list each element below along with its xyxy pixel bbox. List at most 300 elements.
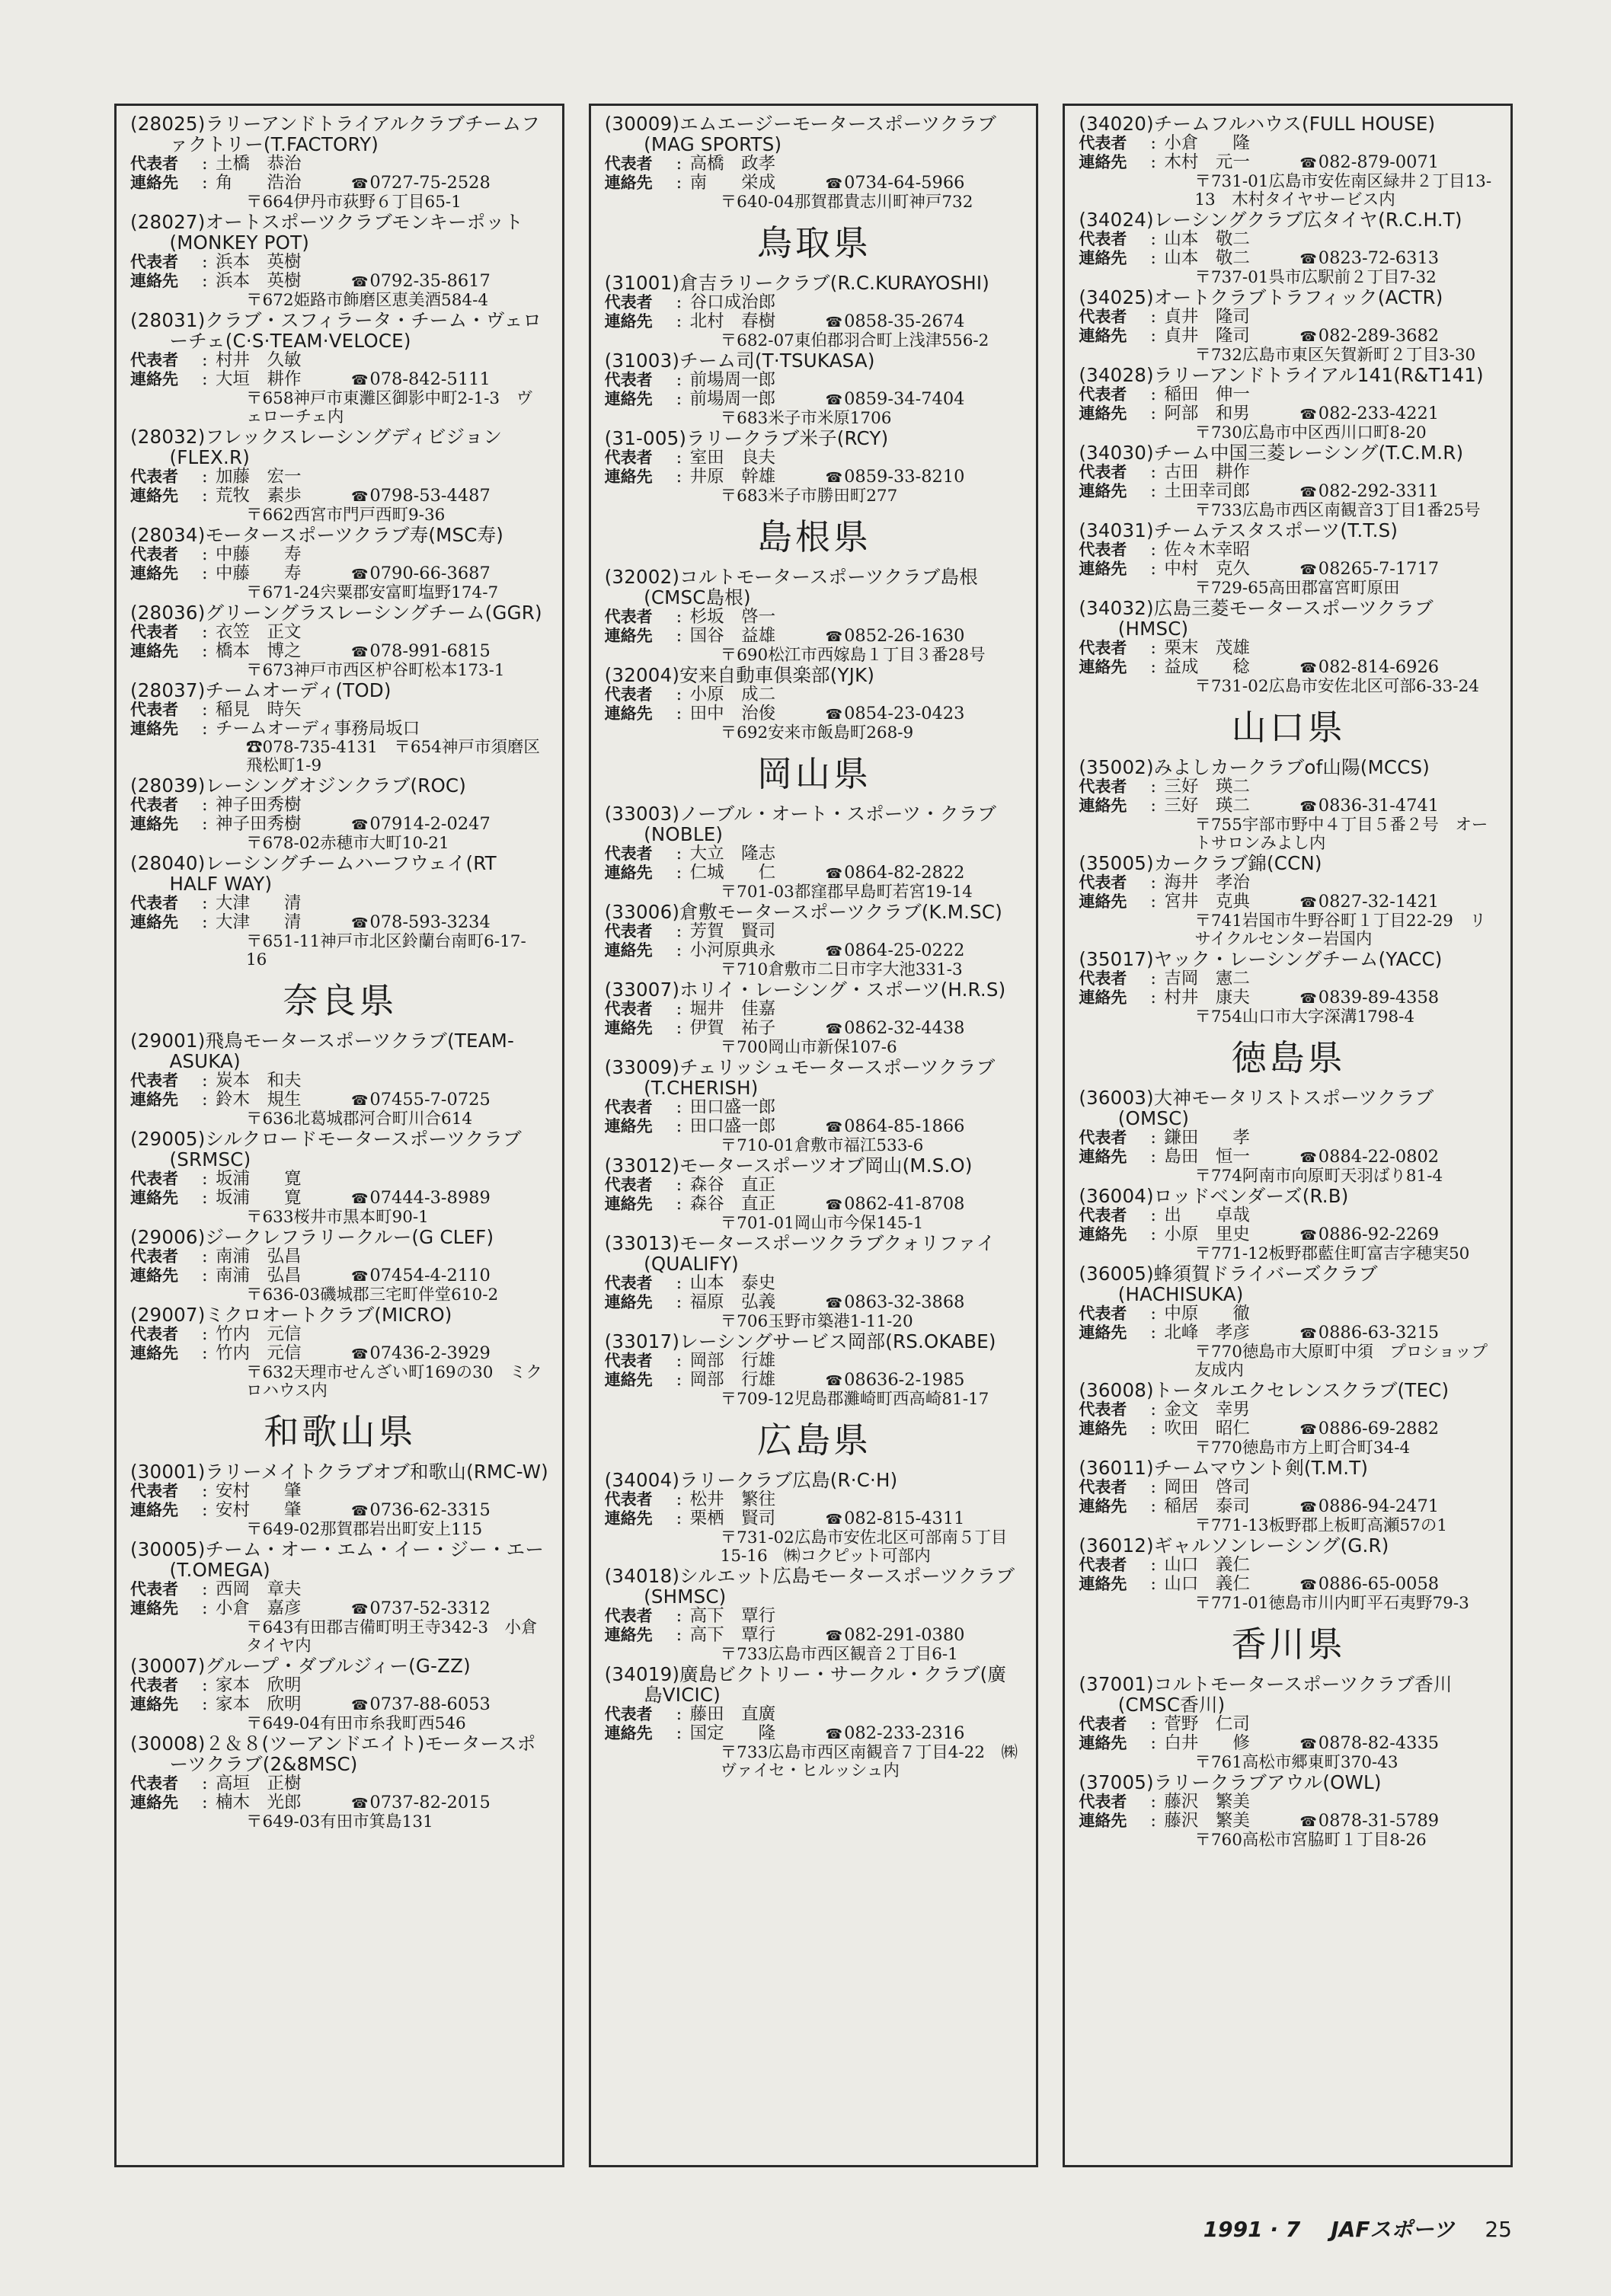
- contact-label: 連絡先: [604, 1509, 653, 1528]
- contact-label: 連絡先: [130, 720, 178, 738]
- address: 〒636北葛城郡河合町川合614: [246, 1110, 473, 1129]
- colon-separator: :: [676, 370, 682, 390]
- representative-label: 代表者: [604, 449, 653, 467]
- colon-separator: :: [676, 1351, 682, 1371]
- colon-separator: :: [202, 1500, 208, 1520]
- contact-line: [130, 1501, 550, 1521]
- prefecture-heading: 広島県: [757, 1419, 871, 1461]
- phone-number: ☎ 0854-23-0423: [826, 704, 965, 724]
- contact-line: [605, 1019, 1024, 1039]
- address: 〒771-01徳島市川内町平石夷野79-3: [1194, 1594, 1469, 1613]
- representative-label: 代表者: [1079, 308, 1127, 326]
- contact-label: 連絡先: [1079, 1148, 1127, 1166]
- representative-line: [605, 1098, 1024, 1117]
- colon-separator: :: [202, 271, 208, 291]
- contact-label: 連絡先: [1079, 1575, 1127, 1593]
- contact-name: 島田 恒一: [1164, 1147, 1250, 1167]
- representative-line: [130, 1247, 550, 1266]
- address: 〒770徳島市方上町合町34-4: [1194, 1439, 1411, 1458]
- colon-separator: :: [1150, 1304, 1156, 1324]
- club-name: (28036)グリーングラスレーシングチーム(GGR): [130, 602, 542, 624]
- club-entry: [1079, 365, 1498, 442]
- colon-separator: :: [676, 467, 682, 487]
- representative-label: 代表者: [1079, 134, 1127, 152]
- phone-number: ☎ 078-842-5111: [351, 370, 491, 390]
- club-name: (34032)広島三菱モータースポーツクラブ(HMSC): [1079, 597, 1434, 640]
- club-name: (30001)ラリーメイトクラブオブ和歌山(RMC-W): [130, 1461, 548, 1483]
- colon-separator: :: [1150, 1496, 1156, 1516]
- address: 〒731-02広島市安佐北区可部南５丁目15-16 ㈱コクピット可部内: [720, 1528, 1008, 1566]
- representative-name: 大立 隆志: [689, 844, 776, 864]
- representative-line: [605, 1705, 1024, 1724]
- representative-line: [605, 1000, 1024, 1019]
- representative-line: [1079, 778, 1498, 797]
- colon-separator: :: [1150, 248, 1156, 268]
- contact-line: [605, 390, 1024, 410]
- club-entry: [1079, 520, 1498, 598]
- phone-number: ☎ 082-233-2316: [826, 1724, 965, 1744]
- club-entry: [605, 1664, 1024, 1780]
- club-entry: [605, 113, 1024, 212]
- club-name: (29001)飛鳥モータースポーツクラブ(TEAM-ASUKA): [130, 1030, 515, 1072]
- contact-label: 連絡先: [604, 1195, 653, 1213]
- club-entry: [1079, 1186, 1498, 1263]
- club-name: (36008)トータルエクセレンスクラブ(TEC): [1079, 1379, 1450, 1401]
- representative-line: [605, 922, 1024, 941]
- representative-line: [1079, 1793, 1498, 1812]
- contact-label: 連絡先: [1079, 1812, 1127, 1830]
- address: 〒770徳島市大原町中須 プロショップ友成内: [1194, 1343, 1488, 1380]
- club-entry: [130, 1733, 550, 1831]
- representative-label: 代表者: [130, 468, 178, 486]
- club-entry: [605, 350, 1024, 428]
- club-name: (36005)蜂須賀ドライバーズクラブ(HACHISUKA): [1079, 1263, 1378, 1305]
- contact-name: 貞井 隆司: [1164, 326, 1250, 346]
- representative-label: 代表者: [130, 796, 178, 814]
- phone-number: ☎ 0862-41-8708: [826, 1195, 965, 1215]
- club-name: (30009)エムエージーモータースポーツクラブ(MAG SPORTS): [604, 113, 997, 155]
- directory-column-2: [589, 104, 1039, 2167]
- colon-separator: :: [676, 685, 682, 704]
- club-name: (33003)ノーブル・オート・スポーツ・クラブ(NOBLE): [604, 803, 997, 845]
- colon-separator: :: [202, 814, 208, 834]
- club-name: (28039)レーシングオジンクラブ(ROC): [130, 774, 466, 797]
- address: 〒729-65高田郡富宮町原田: [1194, 579, 1400, 598]
- club-entry: [1079, 1772, 1498, 1850]
- contact-name: 宮井 克典: [1164, 892, 1250, 912]
- contact-line: [130, 1091, 550, 1110]
- representative-label: 代表者: [604, 155, 653, 173]
- colon-separator: :: [676, 1097, 682, 1117]
- page-number: 25: [1485, 2217, 1512, 2242]
- representative-label: 代表者: [130, 894, 178, 912]
- phone-number: ☎ 0737-88-6053: [351, 1695, 491, 1715]
- club-entry: [605, 803, 1024, 902]
- magazine-title: JAFスポーツ: [1331, 2217, 1455, 2242]
- contact-line: [130, 1189, 550, 1209]
- representative-label: 代表者: [130, 253, 178, 271]
- club-entry: [1079, 1263, 1498, 1380]
- colon-separator: :: [202, 1579, 208, 1599]
- contact-label: 連絡先: [1079, 1734, 1127, 1752]
- contact-label: 連絡先: [1079, 482, 1127, 500]
- club-entry: [130, 1304, 550, 1400]
- colon-separator: :: [676, 1606, 682, 1626]
- representative-name: 岡部 行雄: [689, 1351, 776, 1371]
- phone-number: ☎ 08265-7-1717: [1299, 560, 1439, 580]
- contact-label: 連絡先: [130, 174, 178, 192]
- contact-name: 田口盛一郎: [689, 1116, 776, 1136]
- representative-label: 代表者: [604, 371, 653, 389]
- contact-label: 連絡先: [604, 1019, 653, 1037]
- phone-number: ☎ 07455-7-0725: [351, 1091, 491, 1110]
- address: 〒737-01呉市広駅前２丁目7-32: [1194, 268, 1437, 287]
- representative-line: [130, 351, 550, 370]
- club-entry: [130, 680, 550, 775]
- representative-line: [1079, 1206, 1498, 1225]
- club-entry: [605, 1566, 1024, 1664]
- contact-label: 連絡先: [604, 390, 653, 408]
- colon-separator: :: [202, 893, 208, 913]
- address: 〒701-01岡山市今保145-1: [720, 1214, 924, 1233]
- prefecture-heading: 香川県: [1231, 1624, 1346, 1665]
- address: 〒730広島市中区西川口町8-20: [1194, 423, 1427, 442]
- colon-separator: :: [676, 1625, 682, 1645]
- contact-label: 連絡先: [1079, 1225, 1127, 1244]
- phone-number: ☎ 08636-2-1985: [826, 1371, 965, 1391]
- representative-name: 海井 孝治: [1164, 873, 1250, 893]
- phone-number: ☎ 0886-92-2269: [1299, 1225, 1439, 1245]
- contact-name: 小原 里史: [1164, 1225, 1250, 1244]
- representative-name: 吉岡 憲二: [1164, 969, 1250, 988]
- prefecture-heading: 山口県: [1231, 707, 1346, 748]
- representative-label: 代表者: [604, 1274, 653, 1292]
- representative-name: 家本 欣明: [216, 1675, 302, 1695]
- club-name: (36012)ギャルソンレーシング(G.R): [1079, 1534, 1389, 1557]
- contact-name: 村井 康夫: [1164, 988, 1250, 1007]
- address: 〒706玉野市築港1-11-20: [720, 1312, 913, 1331]
- club-name: (33007)ホリイ・レーシング・スポーツ(H.R.S): [604, 979, 1006, 1001]
- contact-label: 連絡先: [130, 1189, 178, 1207]
- contact-name: 荒牧 素歩: [216, 486, 302, 506]
- contact-line: [1079, 1148, 1498, 1167]
- club-name: (28025)ラリーアンドトライアルクラブチームファクトリー(T.FACTORY): [130, 113, 540, 155]
- contact-name: 小河原典永: [689, 940, 776, 960]
- representative-label: 代表者: [130, 1071, 178, 1090]
- phone-number: ☎ 07454-4-2110: [351, 1266, 491, 1286]
- colon-separator: :: [676, 1490, 682, 1509]
- prefecture-heading: 徳島県: [1231, 1037, 1346, 1078]
- club-entry: [130, 212, 550, 310]
- colon-separator: :: [1150, 133, 1156, 153]
- representative-line: [605, 1352, 1024, 1371]
- representative-label: 代表者: [1079, 969, 1127, 988]
- representative-line: [1079, 1478, 1498, 1497]
- club-entry: [1079, 1458, 1498, 1535]
- contact-label: 連絡先: [604, 312, 653, 331]
- colon-separator: :: [1150, 1733, 1156, 1753]
- contact-line: [130, 913, 550, 933]
- representative-label: 代表者: [1079, 873, 1127, 892]
- club-entry: [1079, 442, 1498, 520]
- representative-label: 代表者: [604, 1000, 653, 1018]
- contact-line: [1079, 1812, 1498, 1831]
- representative-name: 三好 瑛二: [1164, 777, 1250, 797]
- representative-label: 代表者: [604, 1490, 653, 1509]
- representative-name: 村井 久敏: [216, 350, 302, 370]
- colon-separator: :: [676, 448, 682, 468]
- representative-line: [605, 293, 1024, 312]
- colon-separator: :: [676, 311, 682, 331]
- representative-line: [605, 845, 1024, 864]
- representative-label: 代表者: [130, 155, 178, 173]
- address: 〒649-02那賀郡岩出町安上115: [246, 1520, 483, 1539]
- club-name: (28037)チームオーディ(TOD): [130, 679, 392, 701]
- representative-label: 代表者: [130, 351, 178, 369]
- club-name: (34030)チーム中国三菱レーシング(T.C.M.R): [1079, 442, 1464, 464]
- phone-number: ☎ 0737-82-2015: [351, 1793, 491, 1813]
- contact-label: 連絡先: [130, 1695, 178, 1713]
- representative-name: 佐々木幸昭: [1164, 540, 1250, 560]
- contact-name: 坂浦 寛: [216, 1188, 302, 1208]
- club-entry: [1079, 1535, 1498, 1613]
- representative-label: 代表者: [130, 701, 178, 719]
- contact-name: 竹内 元信: [216, 1343, 302, 1363]
- contact-line: [605, 1626, 1024, 1646]
- contact-name: 田中 治俊: [689, 704, 776, 723]
- contact-name: 北峰 孝彦: [1164, 1323, 1250, 1343]
- club-entry: [605, 1057, 1024, 1155]
- colon-separator: :: [202, 1247, 208, 1266]
- colon-separator: :: [202, 912, 208, 932]
- contact-name: 北村 春樹: [689, 311, 776, 331]
- representative-name: 藤沢 繁美: [1164, 1792, 1250, 1812]
- contact-line: [605, 941, 1024, 961]
- club-name: (31001)倉吉ラリークラブ(R.C.KURAYOSHI): [604, 272, 990, 294]
- colon-separator: :: [1150, 892, 1156, 912]
- address: 〒640-04那賀郡貴志川町神戸732: [720, 193, 973, 212]
- club-name: (33012)モータースポーツオブ岡山(M.S.O): [604, 1154, 973, 1177]
- representative-label: 代表者: [604, 1352, 653, 1370]
- club-name: (30007)グループ・ダブルジィー(G-ZZ): [130, 1655, 471, 1677]
- colon-separator: :: [676, 1704, 682, 1724]
- colon-separator: :: [202, 1090, 208, 1110]
- contact-label: 連絡先: [130, 1501, 178, 1519]
- representative-label: 代表者: [1079, 1304, 1127, 1323]
- contact-name: 土田幸司郎: [1164, 481, 1250, 501]
- phone-number: ☎ 0823-72-6313: [1299, 249, 1439, 269]
- address: 〒733広島市西区南観音3丁目1番25号: [1194, 501, 1481, 520]
- club-entry: [1079, 287, 1498, 365]
- representative-line: [130, 253, 550, 272]
- representative-line: [1079, 385, 1498, 404]
- representative-line: [130, 796, 550, 815]
- club-entry: [130, 310, 550, 426]
- contact-name: 神子田秀樹: [216, 814, 302, 834]
- representative-name: 竹内 元信: [216, 1324, 302, 1344]
- colon-separator: :: [1150, 988, 1156, 1007]
- contact-name: 山口 義仁: [1164, 1574, 1250, 1594]
- phone-number: ☎ 082-233-4221: [1299, 404, 1439, 424]
- colon-separator: :: [1150, 1400, 1156, 1419]
- club-name: (37005)ラリークラブアウル(OWL): [1079, 1771, 1382, 1793]
- representative-line: [130, 1580, 550, 1599]
- representative-label: 代表者: [130, 1580, 178, 1598]
- phone-number: ☎ 082-815-4311: [826, 1509, 965, 1529]
- colon-separator: :: [202, 795, 208, 815]
- colon-separator: :: [1150, 1128, 1156, 1148]
- contact-name: 森谷 直正: [689, 1194, 776, 1214]
- address: 〒671-24宍粟郡安富町塩野174-7: [246, 583, 499, 602]
- representative-line: [1079, 873, 1498, 893]
- address: 〒733広島市西区観音２丁目6-1: [720, 1645, 958, 1664]
- colon-separator: :: [676, 607, 682, 627]
- contact-line: [1079, 1225, 1498, 1245]
- phone-number: ☎ 0864-82-2822: [826, 864, 965, 883]
- representative-label: 代表者: [604, 293, 653, 311]
- address: 〒651-11神戸市北区鈴蘭台南町6-17-16: [246, 932, 526, 969]
- contact-line: [130, 487, 550, 506]
- colon-separator: :: [202, 544, 208, 564]
- contact-label: 連絡先: [1079, 988, 1127, 1007]
- representative-label: 代表者: [604, 608, 653, 626]
- colon-separator: :: [676, 921, 682, 941]
- representative-line: [1079, 969, 1498, 988]
- contact-name: 橋本 博之: [216, 641, 302, 661]
- contact-name: 角 浩治: [216, 173, 302, 193]
- phone-number: ☎ 0859-33-8210: [826, 468, 965, 487]
- contact-name: 伊賀 祐子: [689, 1018, 776, 1038]
- contact-label: 連絡先: [1079, 1419, 1127, 1438]
- representative-label: 代表者: [604, 1607, 653, 1625]
- colon-separator: :: [202, 564, 208, 583]
- prefecture-heading: 鳥取県: [757, 222, 871, 263]
- contact-line: [605, 312, 1024, 332]
- representative-label: 代表者: [130, 623, 178, 641]
- club-entry: [130, 602, 550, 680]
- colon-separator: :: [676, 1116, 682, 1136]
- representative-name: 中藤 寿: [216, 544, 302, 564]
- phone-number: ☎ 0836-31-4741: [1299, 797, 1439, 816]
- phone-number: ☎ 078-593-3234: [351, 913, 491, 933]
- representative-name: 高下 覃行: [689, 1606, 776, 1626]
- colon-separator: :: [676, 863, 682, 883]
- representative-label: 代表者: [1079, 1400, 1127, 1419]
- phone-number: ☎ 078-991-6815: [351, 642, 491, 662]
- contact-line: [1079, 797, 1498, 816]
- prefecture-heading: 岡山県: [757, 753, 871, 794]
- address: 〒636-03磯城郡三宅町伴堂610-2: [246, 1285, 499, 1304]
- club-name: (30008)２＆８(ツーアンドエイト)モータースポーツクラブ(2&8MSC): [130, 1732, 536, 1775]
- contact-name: 山本 敬二: [1164, 248, 1250, 268]
- phone-number: ☎ 082-292-3311: [1299, 482, 1439, 502]
- colon-separator: :: [676, 1370, 682, 1390]
- contact-line: [130, 272, 550, 292]
- phone-number: ☎ 0737-52-3312: [351, 1599, 491, 1619]
- contact-label: 連絡先: [130, 370, 178, 388]
- colon-separator: :: [1150, 1147, 1156, 1167]
- representative-name: 出 卓哉: [1164, 1205, 1250, 1225]
- phone-number: ☎ 082-879-0071: [1299, 153, 1439, 173]
- representative-label: 代表者: [1079, 541, 1127, 559]
- colon-separator: :: [202, 719, 208, 739]
- representative-name: 鎌田 孝: [1164, 1128, 1250, 1148]
- address: 〒672姫路市飾磨区恵美酒584-4: [246, 291, 489, 310]
- contact-line: [1079, 327, 1498, 346]
- colon-separator: :: [202, 154, 208, 174]
- club-entry: [1079, 1380, 1498, 1458]
- representative-label: 代表者: [130, 1170, 178, 1188]
- club-entry: [130, 1129, 550, 1227]
- colon-separator: :: [202, 1774, 208, 1793]
- address: 〒710-01倉敷市福江533-6: [720, 1136, 924, 1155]
- contact-line: [1079, 658, 1498, 678]
- club-entry: [130, 1030, 550, 1129]
- phone-number: ☎ 07444-3-8989: [351, 1189, 491, 1209]
- club-name: (31-005)ラリークラブ米子(RCY): [604, 427, 889, 449]
- contact-label: 連絡先: [604, 1626, 653, 1644]
- phone-number: ☎ 0827-32-1421: [1299, 893, 1439, 912]
- representative-name: 衣笠 正文: [216, 622, 302, 642]
- contact-label: 連絡先: [1079, 658, 1127, 676]
- club-name: (29006)ジークレフラリークルー(G CLEF): [130, 1226, 494, 1248]
- representative-line: [605, 608, 1024, 627]
- colon-separator: :: [676, 1194, 682, 1214]
- colon-separator: :: [1150, 540, 1156, 560]
- representative-name: 高垣 正樹: [216, 1774, 302, 1793]
- representative-line: [1079, 463, 1498, 482]
- address: 〒673神戸市西区枦谷町松本173-1: [246, 661, 505, 680]
- representative-name: 室田 良夫: [689, 448, 776, 468]
- colon-separator: :: [202, 1188, 208, 1208]
- colon-separator: :: [676, 1175, 682, 1195]
- contact-name: 栗栖 賢司: [689, 1509, 776, 1528]
- colon-separator: :: [202, 1169, 208, 1189]
- colon-separator: :: [1150, 969, 1156, 988]
- contact-line: [605, 704, 1024, 724]
- representative-line: [605, 449, 1024, 468]
- contact-name: 阿部 和男: [1164, 404, 1250, 423]
- address: 〒649-03有田市箕島131: [246, 1812, 433, 1831]
- contact-name: 仁城 仁: [689, 863, 776, 883]
- representative-name: 田口盛一郎: [689, 1097, 776, 1117]
- representative-label: 代表者: [130, 1325, 178, 1343]
- colon-separator: :: [1150, 873, 1156, 893]
- colon-separator: :: [202, 622, 208, 642]
- contact-line: [1079, 1497, 1498, 1517]
- contact-name: 井原 幹雄: [689, 467, 776, 487]
- colon-separator: :: [676, 154, 682, 174]
- representative-line: [1079, 1129, 1498, 1148]
- club-entry: [1079, 209, 1498, 287]
- club-name: (36011)チームマウント剣(T.M.T): [1079, 1457, 1369, 1479]
- representative-line: [605, 155, 1024, 174]
- colon-separator: :: [1150, 1205, 1156, 1225]
- representative-line: [1079, 230, 1498, 249]
- address: 〒690松江市西嫁島１丁目３番28号: [720, 646, 986, 665]
- representative-label: 代表者: [130, 1247, 178, 1266]
- representative-line: [1079, 308, 1498, 327]
- colon-separator: :: [202, 173, 208, 193]
- contact-name: 鈴木 規生: [216, 1090, 302, 1110]
- contact-line: [605, 627, 1024, 647]
- club-entry: [605, 273, 1024, 350]
- club-name: (33017)レーシングサービス岡部(RS.OKABE): [604, 1330, 996, 1352]
- club-name: (28034)モータースポーツクラブ寿(MSC寿): [130, 524, 504, 546]
- representative-line: [130, 623, 550, 642]
- club-entry: [1079, 853, 1498, 949]
- club-entry: [605, 428, 1024, 506]
